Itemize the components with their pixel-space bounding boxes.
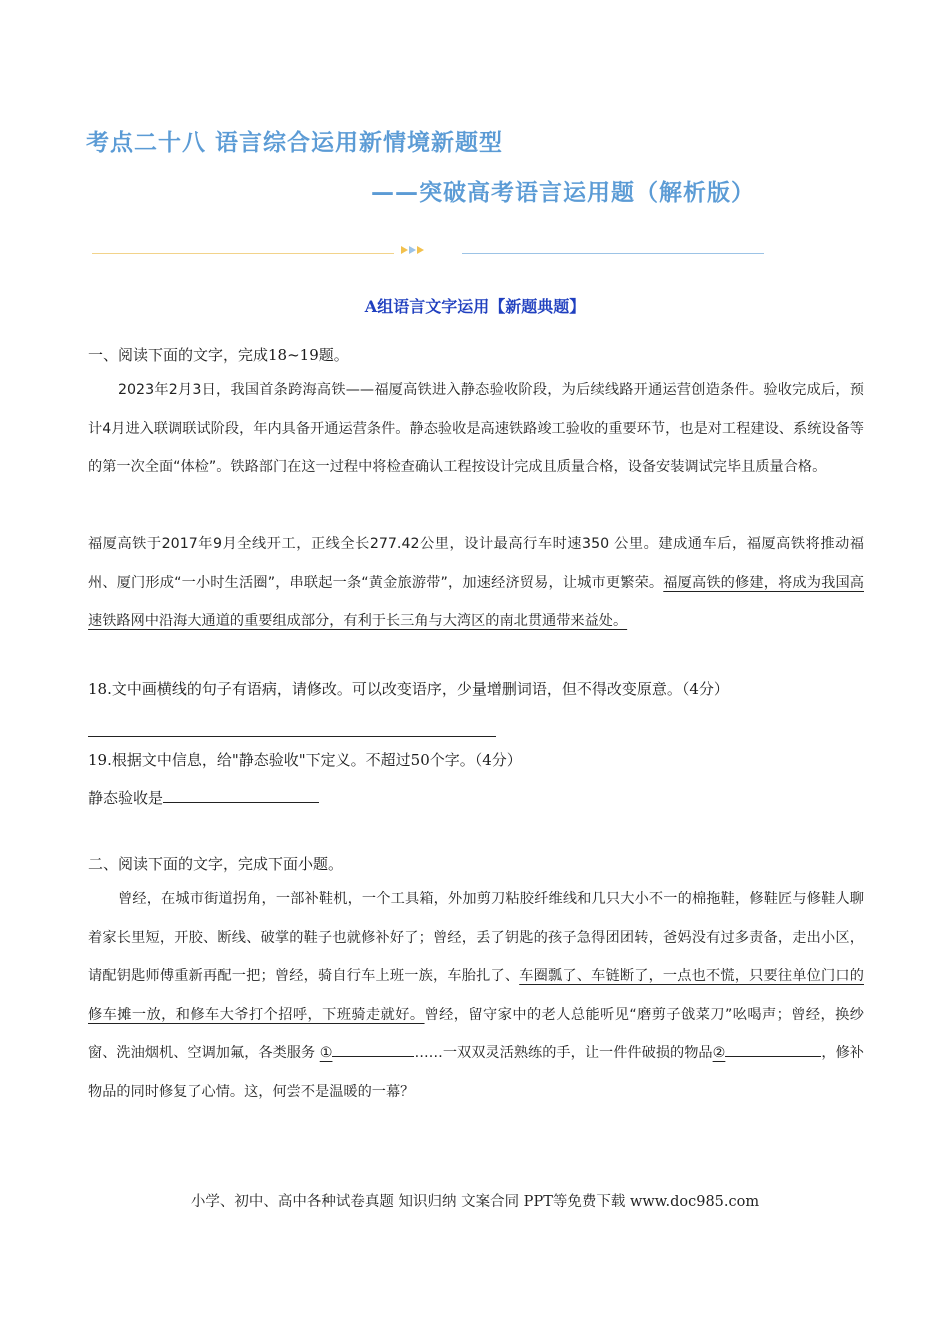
divider-arrows-icon	[401, 246, 424, 254]
divider-right-line	[462, 253, 764, 254]
answer-blank-19[interactable]	[163, 786, 319, 803]
paragraph-text: 曾经，在城市街道拐角，一部补鞋机，一个工具箱，外加剪刀粘胶纤维线和几只大小不一的棉拖鞋，修鞋匠与修鞋人聊着家长里短，开胶、断线、破掌的鞋子也就修补好了；曾经，丢了钥匙的孩子急得团团转，爸妈没有过多责备，走出小区，请配钥匙师傅重新再配一把；曾经，骑自行车上班一族，车胎扎了、	[88, 891, 864, 985]
part2-paragraph	[88, 880, 864, 1112]
divider-left-line	[92, 253, 394, 254]
part1-instruction: 一、阅读下面的文字，完成18~19题。	[88, 346, 349, 364]
part2-instruction: 二、阅读下面的文字，完成下面小题。	[88, 855, 344, 873]
paragraph-text: 曾经，留守家中的老人总能听见“磨剪子戗菜刀”吆喝声；曾经，换纱窗、洗油烟机、空调加氟，各类服务	[88, 1006, 864, 1062]
underlined-sentence: 车圈瓢了、车链断了，一点也不慌，只要往单位门口的修车摊一放，和修车大爷打个招呼，下班骑走就好。	[88, 968, 864, 1023]
document-title: 考点二十八 语言综合运用新情境新题型	[86, 130, 504, 156]
answer-line-18[interactable]	[88, 736, 496, 737]
page-footer: 小学、初中、高中各种试卷真题 知识归纳 文案合同 PPT等免费下载 www.doc985.com	[190, 1194, 760, 1210]
fill-blank-1[interactable]	[332, 1040, 414, 1057]
underlined-sentence: 福厦高铁的修建，将成为我国高速铁路网中沿海大通道的重要组成部分，有利于长三角与大湾区的南北贯通带来益处。	[88, 574, 864, 630]
arrow-triangle-icon	[417, 246, 424, 254]
part1-paragraph-2	[88, 525, 864, 641]
paragraph-text: ，修补物品的同时修复了心情。这，何尝不是温暖的一幕？	[88, 1045, 864, 1100]
part1-paragraph-1	[88, 371, 864, 487]
question-19-answer	[88, 786, 319, 808]
blank-marker-1: ①	[319, 1045, 333, 1062]
arrow-triangle-icon	[409, 246, 416, 254]
question-19: 19.根据文中信息，给"静态验收"下定义。不超过50个字。（4分）	[88, 751, 522, 769]
paragraph-text: 2023年2月3日，我国首条跨海高铁——福厦高铁进入静态验收阶段，为后续线路开通运营创造条件。验收完成后，预计4月进入联调联试阶段，年内具备开通运营条件。静态验收是高速铁路竣工验收的重要环节，也是对工程建设、系统设备等的第一次全面“体检”。铁路部门在这一过程中将检查确认工程按设计完成且质量合格，设备安装调试完毕且质量合格。	[88, 382, 864, 476]
paragraph-text: ……一双双灵活熟练的手，让一件件破损的物品	[414, 1045, 713, 1062]
section-title: A组语言文字运用【新题典题】	[364, 297, 586, 316]
question-18: 18.文中画横线的句子有语病，请修改。可以改变语序，少量增删词语，但不得改变原意。（4分）	[88, 680, 729, 698]
document-subtitle: ——突破高考语言运用题（解析版）	[371, 180, 755, 206]
arrow-triangle-icon	[401, 246, 408, 254]
fill-blank-2[interactable]	[725, 1040, 821, 1057]
answer-prefix: 静态验收是	[88, 789, 164, 807]
paragraph-text: 福厦高铁于2017年9月全线开工，正线全长277.42公里，设计最高行车时速350 公里。建成通车后，福厦高铁将推动福州、厦门形成“一小时生活圈”，串联起一条“黄金旅游带”，加速经济贸易，让城市更繁荣。	[88, 536, 864, 591]
blank-marker-2: ②	[712, 1045, 726, 1062]
